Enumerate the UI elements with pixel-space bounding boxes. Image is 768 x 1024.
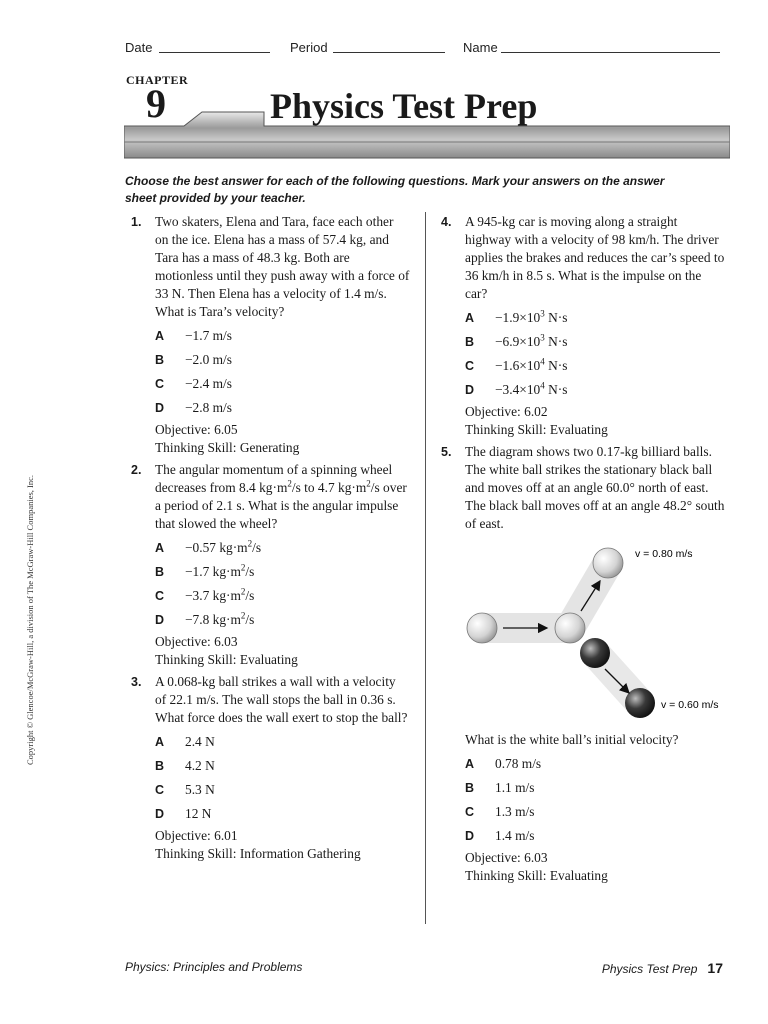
- option-d[interactable]: [155, 611, 410, 629]
- option-text: $-6.9\times 10^3$ N·s: [495, 332, 568, 349]
- question-2: [125, 461, 410, 669]
- option-text: −3.7 $kg\cdot m^2/s$: [185, 586, 255, 603]
- page-number: 17: [707, 960, 723, 976]
- question-stem: The angular momentum of a spinning wheel decreases from 8.4 $kg\cdot m^2/s$ to 4.7 $kg\cdot m^2/s$ over a period of 2.1 s. What is the angular impulse that slowed the wheel?: [155, 462, 407, 531]
- question-number: 2.: [131, 463, 142, 477]
- question-prompt: What is the white ball’s initial velocity?: [465, 732, 679, 747]
- option-a[interactable]: [155, 733, 410, 751]
- option-letter: B: [465, 335, 475, 349]
- answer-options: [465, 309, 725, 399]
- option-letter: B: [155, 759, 165, 773]
- answer-options: [155, 733, 410, 823]
- option-letter: A: [465, 757, 475, 771]
- option-a[interactable]: [155, 327, 410, 345]
- thinking-skill: Thinking Skill: Evaluating: [155, 652, 298, 667]
- option-text: −1.7 $kg\cdot m^2/s$: [185, 562, 255, 579]
- option-b[interactable]: [155, 351, 410, 369]
- option-text: 5.3 N: [185, 782, 215, 797]
- page-title: Physics Test Prep: [270, 86, 538, 126]
- option-b[interactable]: [155, 757, 410, 775]
- option-text: −2.8 m/s: [185, 400, 232, 415]
- instructions: Choose the best answer for each of the following questions. Mark your answers on the answer sheet provided by your teacher.: [125, 174, 665, 205]
- option-letter: C: [465, 359, 475, 373]
- option-letter: B: [155, 353, 165, 367]
- option-a[interactable]: [465, 309, 725, 327]
- footer-section: Physics Test Prep: [601, 962, 698, 976]
- black-velocity-label: v = 0.60 m/s: [661, 699, 719, 711]
- period-label: Period: [290, 40, 328, 55]
- option-text: −0.57 $kg\cdot m^2/s$: [185, 538, 262, 555]
- question-number: 5.: [441, 445, 452, 459]
- option-text: 2.4 N: [185, 734, 215, 749]
- billiard-figure: [435, 543, 725, 723]
- option-letter: D: [155, 613, 165, 627]
- option-text: 1.4 m/s: [495, 828, 535, 843]
- option-letter: A: [155, 329, 165, 343]
- question-stem: A 0.068-kg ball strikes a wall with a velocity of 22.1 m/s. The wall stops the ball in 0.36 s. What force does the wall exert to stop the ball?: [155, 674, 408, 725]
- question-stem: A 945-kg car is moving along a straight highway with a velocity of 98 km/h. The driver applies the brakes and reduces the car’s speed to 36 km/h in 8.5 s. What is the impulse on the car?: [465, 214, 725, 301]
- question-5: [435, 443, 725, 885]
- question-number: 1.: [131, 215, 142, 229]
- option-c[interactable]: [155, 587, 410, 605]
- column-divider: [425, 212, 426, 924]
- thinking-skill: Thinking Skill: Generating: [155, 440, 300, 455]
- objective: Objective: 6.03: [465, 850, 548, 865]
- option-b[interactable]: [155, 563, 410, 581]
- thinking-skill: Thinking Skill: Evaluating: [465, 422, 608, 437]
- name-label: Name: [463, 40, 498, 55]
- option-text: −2.4 m/s: [185, 376, 232, 391]
- chapter-label: CHAPTER: [126, 73, 189, 87]
- option-letter: A: [155, 541, 165, 555]
- option-letter: B: [155, 565, 165, 579]
- option-d[interactable]: [155, 399, 410, 417]
- option-text: $-3.4\times 10^4$ N·s: [495, 380, 568, 397]
- option-text: $-1.9\times 10^3$ N·s: [495, 308, 568, 325]
- option-letter: D: [465, 829, 475, 843]
- answer-options: [155, 327, 410, 417]
- option-letter: C: [155, 589, 165, 603]
- option-text: 1.3 m/s: [495, 804, 535, 819]
- answer-options: [155, 539, 410, 629]
- question-stem: The diagram shows two 0.17-kg billiard balls. The white ball strikes the stationary black ball and moves off at an angle 60.0° north of east. The black ball moves off at an angle 48.2° south of east.: [465, 444, 725, 531]
- option-a[interactable]: [465, 755, 725, 773]
- objective: Objective: 6.02: [465, 404, 548, 419]
- option-text: −2.0 m/s: [185, 352, 232, 367]
- objective: Objective: 6.05: [155, 422, 238, 437]
- option-letter: A: [465, 311, 475, 325]
- option-d[interactable]: [155, 805, 410, 823]
- white-ball-impact: [555, 613, 585, 643]
- right-column: [435, 213, 725, 885]
- option-letter: C: [465, 805, 475, 819]
- white-ball-final: [593, 548, 623, 578]
- thinking-skill: Thinking Skill: Evaluating: [465, 868, 608, 883]
- option-letter: D: [155, 807, 165, 821]
- white-velocity-label: v = 0.80 m/s: [635, 548, 693, 560]
- question-stem: Two skaters, Elena and Tara, face each other on the ice. Elena has a mass of 57.4 kg, and Tara has a mass of 48.3 kg. Both are motionless until they push away with a force of 33 N. Then Elena has a velocity of 1.4 m/s. What is Tara’s velocity?: [155, 214, 410, 319]
- option-letter: A: [155, 735, 165, 749]
- period-field[interactable]: [333, 52, 445, 53]
- copyright-notice: Copyright © Glencoe/McGraw-Hill, a division of The McGraw-Hill Companies, Inc.: [25, 474, 35, 766]
- option-letter: C: [155, 783, 165, 797]
- left-column: [125, 213, 410, 863]
- option-text: −7.8 $kg\cdot m^2/s$: [185, 610, 255, 627]
- option-c[interactable]: [465, 803, 725, 821]
- option-text: 0.78 m/s: [495, 756, 542, 771]
- option-d[interactable]: [465, 381, 725, 399]
- thinking-skill: Thinking Skill: Information Gathering: [155, 846, 361, 861]
- option-text: 12 N: [185, 806, 212, 821]
- footer-right: [602, 960, 723, 976]
- answer-options: [465, 755, 725, 845]
- question-4: [435, 213, 725, 439]
- objective: Objective: 6.03: [155, 634, 238, 649]
- option-letter: D: [465, 383, 475, 397]
- question-number: 4.: [441, 215, 452, 229]
- question-3: [125, 673, 410, 863]
- option-text: −1.7 m/s: [185, 328, 232, 343]
- option-b[interactable]: [465, 779, 725, 797]
- option-text: 1.1 m/s: [495, 780, 535, 795]
- option-a[interactable]: [155, 539, 410, 557]
- date-label: Date: [125, 40, 153, 55]
- chapter-number: 9: [146, 81, 166, 126]
- black-ball-final: [625, 688, 655, 718]
- option-c[interactable]: [155, 375, 410, 393]
- black-ball-start: [580, 638, 610, 668]
- option-c[interactable]: [155, 781, 410, 799]
- objective: Objective: 6.01: [155, 828, 238, 843]
- option-letter: B: [465, 781, 475, 795]
- option-d[interactable]: [465, 827, 725, 845]
- option-letter: C: [155, 377, 165, 391]
- white-ball-start: [467, 613, 497, 643]
- footer-book-title: Physics: Principles and Problems: [125, 960, 303, 974]
- option-b[interactable]: [465, 333, 725, 351]
- option-text: 4.2 N: [185, 758, 215, 773]
- option-text: $-1.6\times 10^4$ N·s: [495, 356, 568, 373]
- option-c[interactable]: [465, 357, 725, 375]
- billiard-diagram: [435, 543, 725, 723]
- date-field[interactable]: [159, 52, 270, 53]
- option-letter: D: [155, 401, 165, 415]
- name-field[interactable]: [501, 52, 720, 53]
- question-1: [125, 213, 410, 457]
- question-number: 3.: [131, 675, 142, 689]
